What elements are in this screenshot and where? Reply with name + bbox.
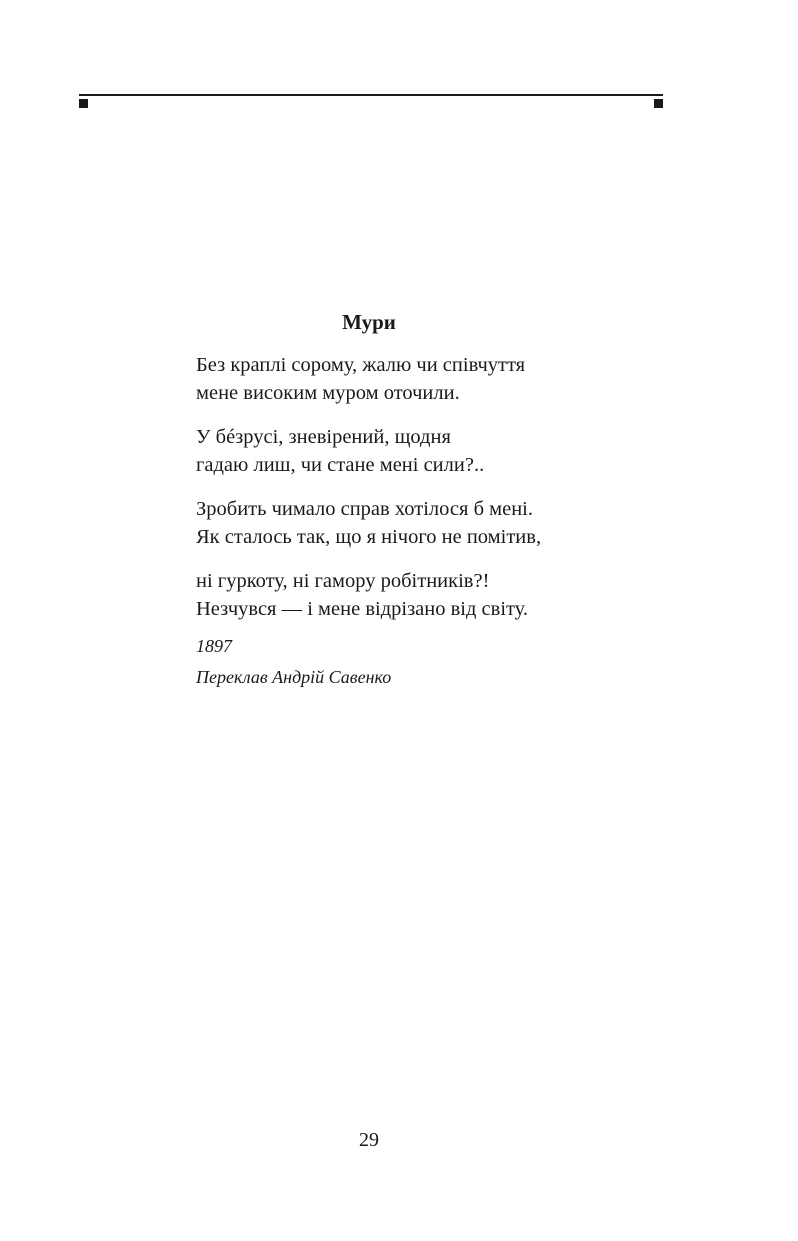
header-corner-left [79, 99, 88, 108]
poem-line: У бéзрусі, зневірений, щодня [196, 426, 451, 448]
poem-year: 1897 [196, 636, 232, 656]
stanza-3 [196, 496, 656, 551]
translator-credit: Переклав Андрій Савенко [196, 667, 392, 687]
poem-line: гадаю лиш, чи стане мені сили?.. [196, 453, 485, 476]
poem-line: Незчувся — і мене відрізано від світу. [196, 597, 529, 620]
poem-line: Як сталось так, що я нічого не помітив, [196, 525, 542, 548]
stanza-4 [196, 568, 656, 623]
poem-line: ні гуркоту, ні гамору робітників?! [196, 570, 490, 592]
poem-line: Зробить чимало справ хотілося б мені. [196, 498, 533, 520]
page-number: 29 [359, 1129, 379, 1151]
poem-line: Без краплі сорому, жалю чи співчуття [196, 354, 526, 376]
header-corner-right [654, 99, 663, 108]
poem-line: мене високим муром оточили. [196, 381, 460, 404]
poem-title: Мури [342, 310, 396, 334]
stanza-1 [196, 352, 656, 407]
stanza-2 [196, 424, 656, 479]
poem-body [196, 352, 656, 640]
header-rule [79, 94, 663, 96]
